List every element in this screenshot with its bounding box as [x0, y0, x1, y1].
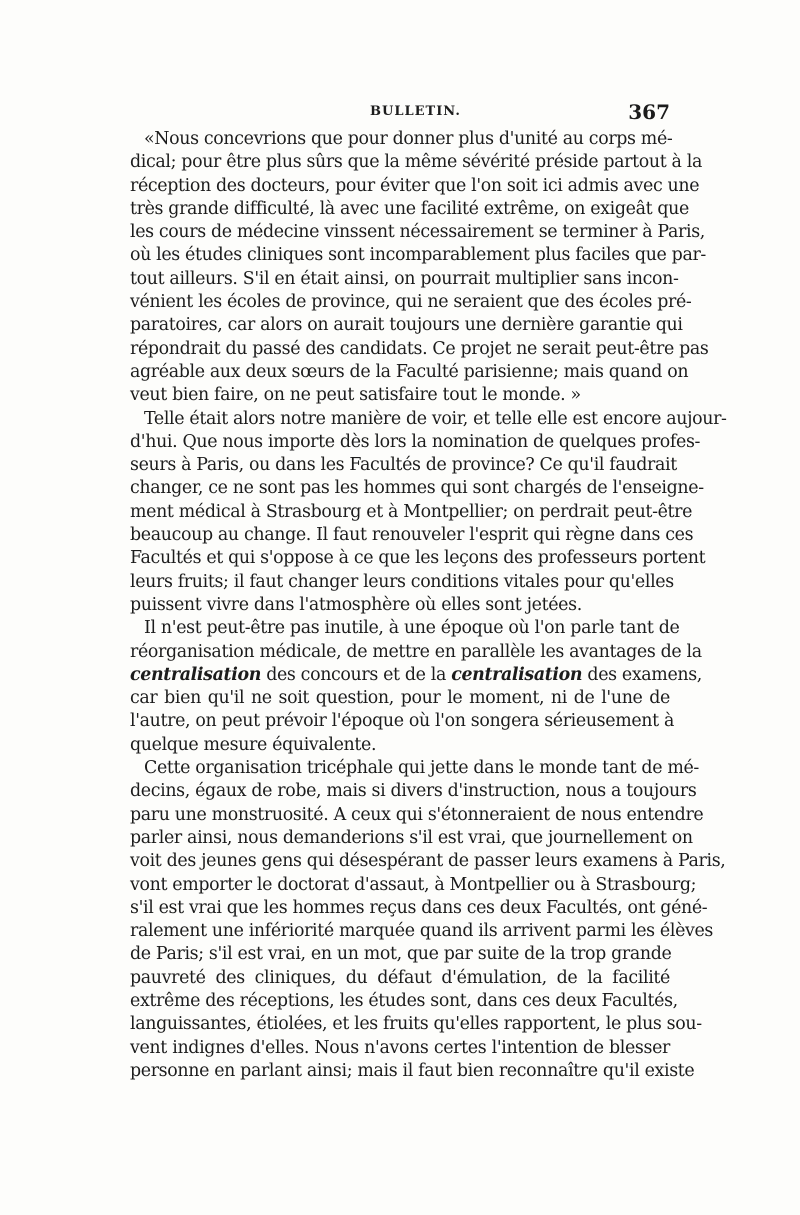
text-line: changer, ce ne sont pas les hommes qui sont chargés de l'enseigne-	[130, 478, 704, 499]
text-line: tout ailleurs. S'il en était ainsi, on pourrait multiplier sans incon-	[130, 268, 679, 289]
text-line: s'il est vrai que les hommes reçus dans ces deux Facultés, ont géné-	[130, 897, 708, 918]
text-line: Cette organisation tricéphale qui jette dans le monde tant de mé-	[144, 758, 699, 779]
text-line: paru une monstruosité. A ceux qui s'étonneraient de nous entendre	[130, 804, 704, 825]
text-line: beaucoup au change. Il faut renouveler l'esprit qui règne dans ces	[130, 525, 694, 546]
text-line: ment médical à Strasbourg et à Montpellier; on perdrait peut-être	[130, 501, 693, 522]
text-line: «Nous concevrions que pour donner plus d'unité au corps mé-	[144, 129, 673, 149]
text-line: extrême des réceptions, les études sont, dans ces deux Facultés,	[130, 990, 678, 1011]
text-line: où les études cliniques sont incomparablement plus faciles que par-	[130, 245, 706, 266]
text-line: réorganisation médicale, de mettre en parallèle les avantages de la	[130, 641, 702, 662]
text-line: personne en parlant ainsi; mais il faut bien reconnaître qu'il existe	[130, 1060, 695, 1081]
text-line: parler ainsi, nous demanderions s'il est vrai, que journellement on	[130, 827, 693, 848]
text-line: vont emporter le doctorat d'assaut, à Montpellier ou à Strasbourg;	[130, 874, 697, 895]
text-line: puissent vivre dans l'atmosphère où elles sont jetées.	[130, 594, 582, 615]
text-line: répondrait du passé des candidats. Ce projet ne serait peut-être pas	[130, 338, 709, 359]
text-line: Facultés et qui s'oppose à ce que les leçons des professeurs portent	[130, 548, 706, 569]
text-line: voit des jeunes gens qui désespérant de passer leurs examens à Paris,	[130, 851, 726, 872]
text-line-with-emphasis	[130, 664, 702, 687]
text-line: paratoires, car alors on aurait toujours une dernière garantie qui	[130, 315, 683, 336]
text-line: Telle était alors notre manière de voir, et telle elle est encore aujour-	[144, 408, 727, 429]
running-head: BULLETIN.	[370, 104, 461, 119]
text-line: agréable aux deux sœurs de la Faculté parisienne; mais quand on	[130, 361, 689, 382]
text-line: de Paris; s'il est vrai, en un mot, que par suite de la trop grande	[130, 944, 672, 965]
text-segment: des concours et de la	[266, 664, 447, 685]
text-line: ralement une infériorité marquée quand ils arrivent parmi les élèves	[130, 921, 714, 942]
text-line: d'hui. Que nous importe dès lors la nomination de quelques profes-	[130, 431, 701, 452]
emphasis-centralisation: centralisation	[451, 664, 583, 685]
text-segment: des examens,	[587, 664, 702, 685]
text-line: réception des docteurs, pour éviter que l'on soit ici admis avec une	[130, 175, 700, 196]
page-header	[130, 100, 670, 126]
text-line: très grande difficulté, là avec une facilité extrême, on exigeât que	[130, 198, 689, 219]
text-line: pauvreté des cliniques, du défaut d'émulation, de la facilité	[130, 967, 670, 988]
text-line: vent indignes d'elles. Nous n'avons certes l'intention de blesser	[130, 1037, 670, 1058]
text-line: dical; pour être plus sûrs que la même sévérité préside partout à la	[130, 152, 702, 173]
text-line: Il n'est peut-être pas inutile, à une époque où l'on parle tant de	[144, 618, 680, 639]
text-line: quelque mesure équivalente.	[130, 734, 377, 755]
page-number: 367	[628, 100, 670, 124]
text-line: vénient les écoles de province, qui ne seraient que des écoles pré-	[130, 292, 692, 313]
text-line: seurs à Paris, ou dans les Facultés de province? Ce qu'il faudrait	[130, 455, 677, 476]
text-line: l'autre, on peut prévoir l'époque où l'on songera sérieusement à	[130, 711, 674, 732]
emphasis-centralisation: centralisation	[130, 664, 262, 685]
text-line: les cours de médecine vinssent nécessairement se terminer à Paris,	[130, 222, 705, 243]
body-text	[130, 128, 727, 1083]
text-line: decins, égaux de robe, mais si divers d'instruction, nous a toujours	[130, 781, 697, 802]
text-line: car bien qu'il ne soit question, pour le moment, ni de l'une de	[130, 688, 670, 709]
text-line: veut bien faire, on ne peut satisfaire tout le monde. »	[130, 385, 581, 406]
text-line: leurs fruits; il faut changer leurs conditions vitales pour qu'elles	[130, 571, 674, 592]
text-line: languissantes, étiolées, et les fruits qu'elles rapportent, le plus sou-	[130, 1014, 702, 1035]
